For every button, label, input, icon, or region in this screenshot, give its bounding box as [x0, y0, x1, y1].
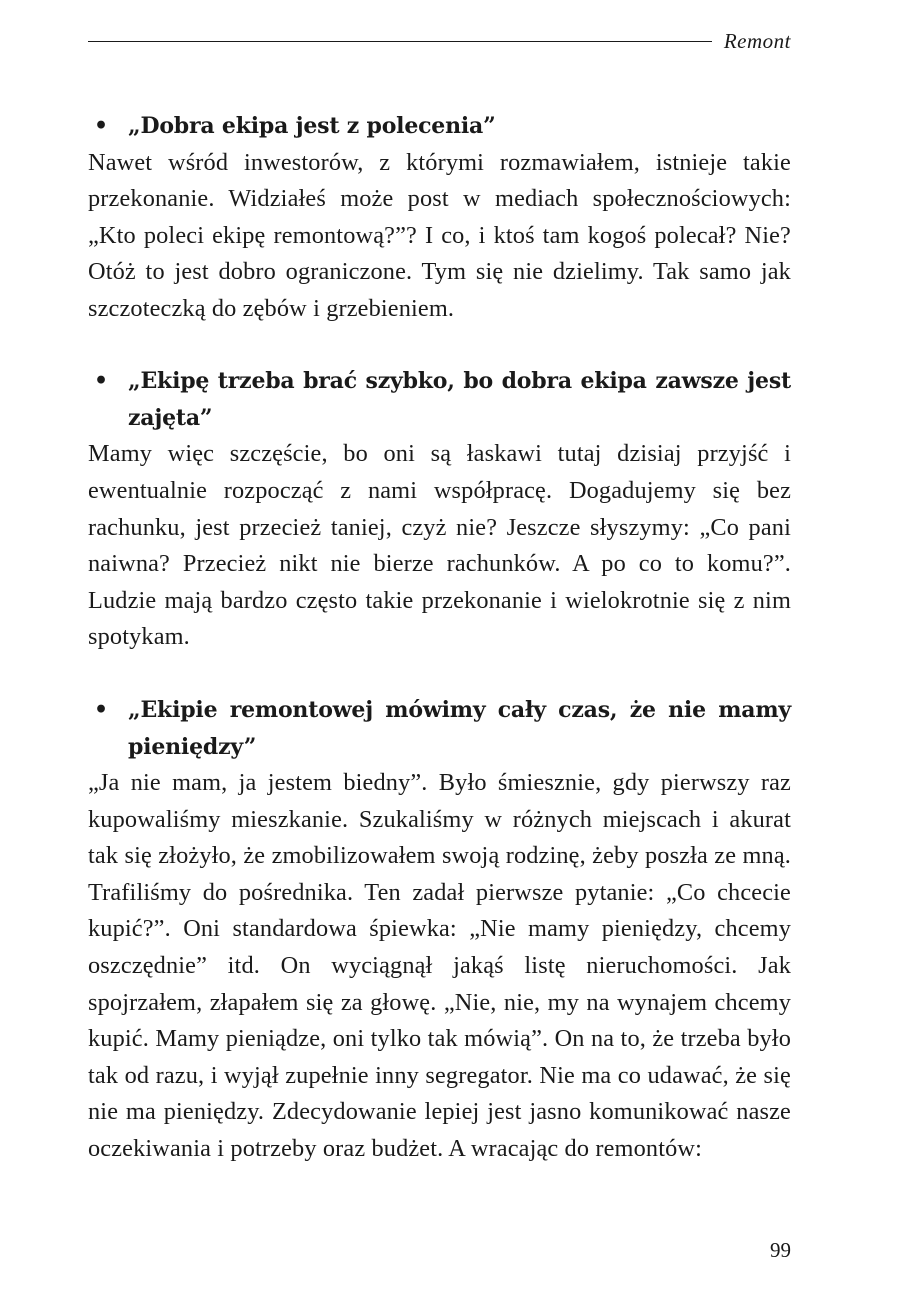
- bullet-icon: •: [94, 113, 108, 139]
- running-title: Remont: [723, 28, 791, 53]
- bullet-icon: •: [94, 368, 108, 395]
- section-heading-text: „Ekipie remontowej mówimy cały czas, że nie mamy pieniędzy”: [128, 697, 791, 760]
- section-heading-text: „Dobra ekipa jest z polecenia”: [128, 113, 496, 139]
- section-1: [88, 108, 791, 327]
- section-paragraph: „Ja nie mam, ja jestem biedny”. Było śmiesznie, gdy pierwszy raz kupowaliśmy mieszkanie. Szukaliśmy w różnych miejscach i akurat tak się złożyło, że zmobilizowałem swoją rodzinę, żeby poszła ze mną. Trafiliśmy do pośrednika. Ten zadał pierwsze pytanie: „Co chcecie kupić?”. Oni standardowa śpiewka: „Nie mamy pieniędzy, chcemy oszczędnie” itd. On wyciągnął jakąś listę nieruchomości. Jak spojrzałem, złapałem się za głowę. „Nie, nie, my na wynajem chcemy kupić. Mamy pieniądze, oni tylko tak mówią”. On na to, że trzeba było tak od razu, i wyjął zupełnie inny segregator. Nie ma co udawać, że się nie ma pieniędzy. Zdecydowanie lepiej jest jasno komunikować nasze oczekiwania i potrzeby oraz budżet. A wracając do remontów:: [88, 769, 791, 1162]
- section-2: [88, 363, 791, 656]
- section-heading: [88, 108, 791, 145]
- bullet-icon: •: [94, 697, 108, 724]
- header-rule: [88, 41, 712, 42]
- page-number: 99: [770, 1238, 791, 1262]
- page-content: [88, 108, 791, 1204]
- section-heading: [88, 363, 791, 436]
- section-paragraph: Nawet wśród inwestorów, z którymi rozmawiałem, istnieje takie przekonanie. Widziałeś może post w mediach społecznościowych: „Kto poleci ekipę remontową?”? I co, i ktoś tam kogoś polecał? Nie? Otóż to jest dobro ograniczone. Tym się nie dzielimy. Tak samo jak szczoteczką do zębów i grzebieniem.: [88, 148, 791, 322]
- section-heading-text: „Ekipę trzeba brać szybko, bo dobra ekipa zawsze jest zajęta”: [128, 368, 791, 431]
- running-header: [88, 28, 791, 54]
- section-paragraph: Mamy więc szczęście, bo oni są łaskawi tutaj dzisiaj przyjść i ewentualnie rozpocząć z nami współpracę. Dogadujemy się bez rachunku, jest przecież taniej, czyż nie? Jeszcze słyszymy: „Co pani naiwna? Przecież nikt nie bierze rachunków. A po co to komu?”. Ludzie mają bardzo często takie przekonanie i wielokrotnie się z nim spotykam.: [88, 440, 791, 651]
- section-3: [88, 692, 791, 1168]
- section-heading: [88, 692, 791, 765]
